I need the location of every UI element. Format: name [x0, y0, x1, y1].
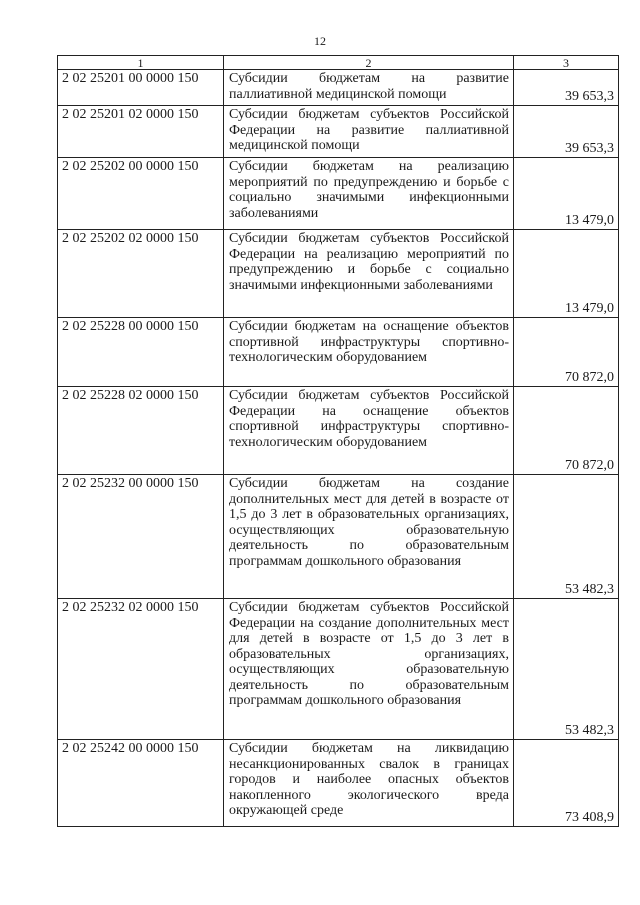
table-row — [58, 106, 619, 158]
row-code: 2 02 25228 02 0000 150 — [58, 387, 224, 475]
row-code: 2 02 25232 02 0000 150 — [58, 599, 224, 740]
row-code: 2 02 25232 00 0000 150 — [58, 475, 224, 599]
row-description-text: Субсидии бюджетам на ликвидацию несанкционированных свалок в границах городов и наиболее опасных объектов накопленного экологического вреда окружающей среде — [229, 741, 509, 818]
column-header-amount: 3 — [514, 56, 619, 70]
row-description — [224, 387, 514, 475]
row-code: 2 02 25242 00 0000 150 — [58, 740, 224, 827]
row-description — [224, 475, 514, 599]
column-header-description: 2 — [224, 56, 514, 70]
table-row — [58, 740, 619, 827]
row-description — [224, 318, 514, 387]
column-header-code: 1 — [58, 56, 224, 70]
table-header-row — [58, 56, 619, 70]
row-amount: 53 482,3 — [514, 475, 619, 599]
row-description — [224, 599, 514, 740]
row-amount: 70 872,0 — [514, 387, 619, 475]
row-amount: 39 653,3 — [514, 106, 619, 158]
row-amount: 13 479,0 — [514, 230, 619, 318]
row-description — [224, 230, 514, 318]
table-row — [58, 158, 619, 230]
row-code: 2 02 25202 02 0000 150 — [58, 230, 224, 318]
row-description — [224, 158, 514, 230]
row-description-text: Субсидии бюджетам субъектов Российской Федерации на создание дополнительных мест для детей в возрасте от 1,5 до 3 лет в образовательных организациях, осуществляющих образовательную деятельность по образовательным программам дошкольного образования — [229, 600, 509, 708]
row-description-text: Субсидии бюджетам на реализацию мероприятий по предупреждению и борьбе с социально значимыми инфекционными заболеваниями — [229, 159, 509, 221]
row-amount: 70 872,0 — [514, 318, 619, 387]
row-amount: 13 479,0 — [514, 158, 619, 230]
row-code: 2 02 25202 00 0000 150 — [58, 158, 224, 230]
row-description-text: Субсидии бюджетам на развитие паллиативной медицинской помощи — [229, 71, 509, 102]
row-code: 2 02 25228 00 0000 150 — [58, 318, 224, 387]
row-description-text: Субсидии бюджетам субъектов Российской Федерации на развитие паллиативной медицинской помощи — [229, 107, 509, 153]
table-row — [58, 475, 619, 599]
row-description-text: Субсидии бюджетам субъектов Российской Федерации на оснащение объектов спортивной инфраструктуры спортивно-технологическим оборудованием — [229, 388, 509, 450]
row-description-text: Субсидии бюджетам субъектов Российской Федерации на реализацию мероприятий по предупреждению и борьбе с социально значимыми инфекционными заболеваниями — [229, 231, 509, 293]
table-row — [58, 387, 619, 475]
row-amount: 39 653,3 — [514, 70, 619, 106]
row-code: 2 02 25201 00 0000 150 — [58, 70, 224, 106]
page-number: 12 — [314, 34, 326, 48]
table-row — [58, 70, 619, 106]
row-description-text: Субсидии бюджетам на оснащение объектов спортивной инфраструктуры спортивно-технологическим оборудованием — [229, 319, 509, 365]
row-description — [224, 740, 514, 827]
row-description — [224, 70, 514, 106]
table-row — [58, 230, 619, 318]
row-description-text: Субсидии бюджетам на создание дополнительных мест для детей в возрасте от 1,5 до 3 лет в образовательных организациях, осуществляющих образовательную деятельность по образовательным программам дошкольного образования — [229, 476, 509, 569]
budget-table — [57, 55, 619, 827]
row-amount: 53 482,3 — [514, 599, 619, 740]
row-description — [224, 106, 514, 158]
row-amount: 73 408,9 — [514, 740, 619, 827]
row-code: 2 02 25201 02 0000 150 — [58, 106, 224, 158]
table-row — [58, 599, 619, 740]
table-row — [58, 318, 619, 387]
